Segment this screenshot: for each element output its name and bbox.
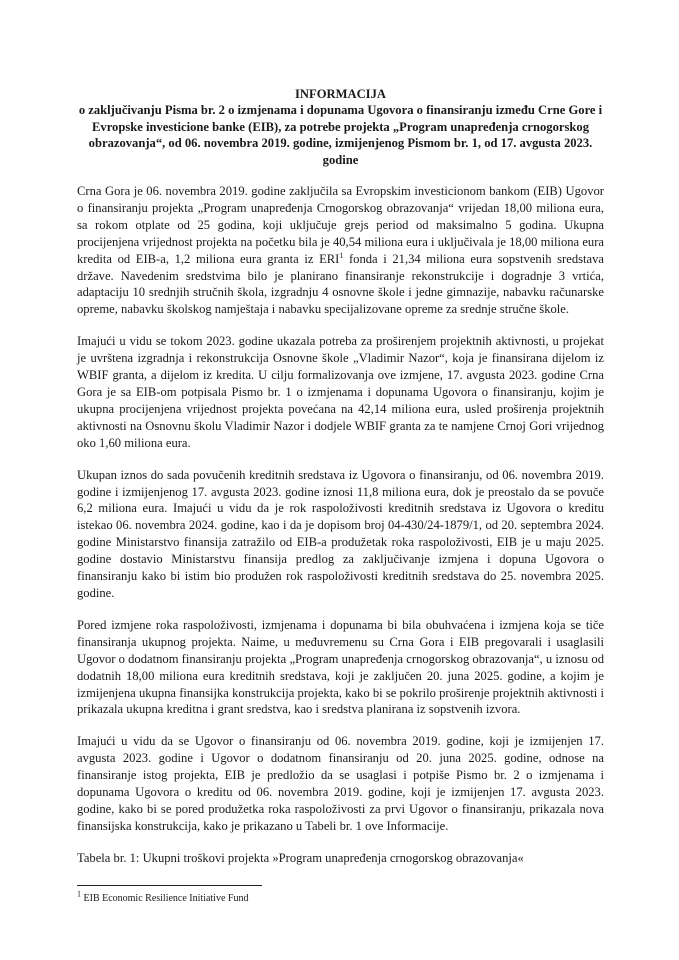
footnote-number: 1: [77, 889, 81, 899]
paragraph-2: [77, 333, 604, 451]
paragraph-3: [77, 467, 604, 602]
paragraph-5: [77, 733, 604, 834]
footnote-divider: [77, 885, 262, 886]
document-subtitle: o zaključivanju Pisma br. 2 o izmjenama i dopunama Ugovora o finansiranju između Crne Gore i Evropske investicione banke (EIB), za potrebe projekta „Program unapređenja crnogorskog obrazovanja“, od 06. novembra 2019. godine, izmijenjenog Pismom br. 1, od 17. avgusta 2023. godine: [78, 103, 603, 167]
paragraph-1-text-a: Crna Gora je 06. novembra 2019. godine zaključila sa Evropskim investicionom bankom (EIB) Ugovor o finansiranju projekta „Program unapređenja Crnogorskog obrazovanja“ vrijedan 18,00 miliona eura, sa rokom otplate od 25 godina, koji uključuje grejs period od maksimalno 5 godina. Ukupna procijenjena vrijednost projekta na početku bila je 40,54 miliona eura i uključivala je 18,00 miliona eura kredita od EIB-a, 1,2 miliona eura granta iz ERI: [77, 184, 604, 266]
footnote-text: EIB Economic Resilience Initiative Fund: [81, 892, 249, 904]
footnote: [77, 889, 604, 905]
paragraph-1-text-b: fonda i 21,34 miliona eura sopstvenih sredstava države. Navedenim sredstvima bilo je planirano finansiranje rekonstrukcije i dogradnje 3 vrtića, adaptaciju 10 srednjih stručnih škola, izgradnju 4 osnovne škole i jedne gimnazije, nabavku računarske opreme, nabavku školskog namještaja i nabavku specijalizovane opreme za srednje stručne škole.: [77, 251, 604, 317]
paragraph-3-text: Ukupan iznos do sada povučenih kreditnih sredstava iz Ugovora o finansiranju, od 06. novembra 2019. godine i izmijenjenog 17. avgusta 2023. godine iznosi 11,8 miliona eura, dok je preostalo da se povuče 6,2 miliona eura. Imajući u vidu da je rok raspoloživosti kreditnih sredstava iz Ugovora o kreditu istekao 06. novembra 2024. godine, kao i da je dopisom broj 04-430/24-1879/1, od 20. septembra 2024. godine Ministarstvo finansija zatražilo od EIB-a produžetak roka raspoloživosti, EIB je u maju 2025. godine dostavio Ministarstvu finansija predlog za zaključivanje izmjena i dopuna Ugovora o finansiranju kako bi istim bio produžen rok raspoloživosti kreditnih sredstava do 25. novembra 2025. godine.: [77, 467, 604, 600]
paragraph-4-text: Pored izmjene roka raspoloživosti, izmjenama i dopunama bi bila obuhvaćena i izmjena koja se tiče finansiranja ukupnog projekta. Naime, u međuvremenu su Crna Gora i EIB pregovarali i usaglasili Ugovor o dodatnom finansiranju projekta „Program unapređenja crnogorskog obrazovanja“, u iznosu od dodatnih 18,00 miliona eura kreditnih sredstava, koji je zaključen 20. juna 2025. godine, a kojim je izmijenjena ukupna finansijka konstrukcija projekta, kako bi se pokrilo proširenje projektnih aktivnosti i prikazala ukupna kreditna i grant sredstva, kao i sredstva planirana iz sopstvenih izvora.: [77, 617, 604, 717]
table-caption: [77, 850, 604, 867]
paragraph-2-text: Imajući u vidu se tokom 2023. godine ukazala potreba za proširenjem projektnih aktivnosti, u projekat je uvrštena izgradnja i rekonstrukcija Osnovne škole „Vladimir Nazor“, koja je finansirana dijelom iz WBIF granta, a dijelom iz kredita. U cilju formalizovanja ove izmjene, 17. avgusta 2023. godine Crna Gora je sa EIB-om potpisala Pismo br. 1 o izmjenama i dopunama Ugovora o finansiranju, kojim je ukupna procijenjena vrijednost projekta povećana na 42,14 miliona eura, usled proširenja projektnih aktivnosti na Osnovnu školu Vladimir Nazor i dodjele WBIF granta za te namjene Crnoj Gori vrijednog oko 1,60 miliona eura.: [77, 334, 604, 450]
paragraph-4: [77, 617, 604, 718]
table-caption-text: Tabela br. 1: Ukupni troškovi projekta »Program unapređenja crnogorskog obrazovanja«: [77, 850, 524, 865]
document-title-block: [77, 86, 604, 168]
document-heading: INFORMACIJA: [295, 87, 386, 101]
paragraph-1: [77, 183, 604, 318]
footnote-ref[interactable]: 1: [339, 250, 344, 260]
paragraph-5-text: Imajući u vidu da se Ugovor o finansiranju od 06. novembra 2019. godine, koji je izmijenjen 17. avgusta 2023. godine i Ugovor o dodatnom finansiranju od 20. juna 2025. godine, odnose na finansiranje istog projekta, EIB je predložio da se usaglasi i potpiše Pismo br. 2 o izmjenama i dopunama Ugovora o kreditu od 06. novembra 2019. godine, koji je izmijenjen 17. avgusta 2023. godine, kako bi se pored produžetka roka raspoloživosti za prvi Ugovor o finansiranju, prikazala nova finansijska konstrukcija, kako je prikazano u Tabeli br. 1 ove Informacije.: [77, 734, 604, 833]
document-page: [77, 0, 604, 925]
